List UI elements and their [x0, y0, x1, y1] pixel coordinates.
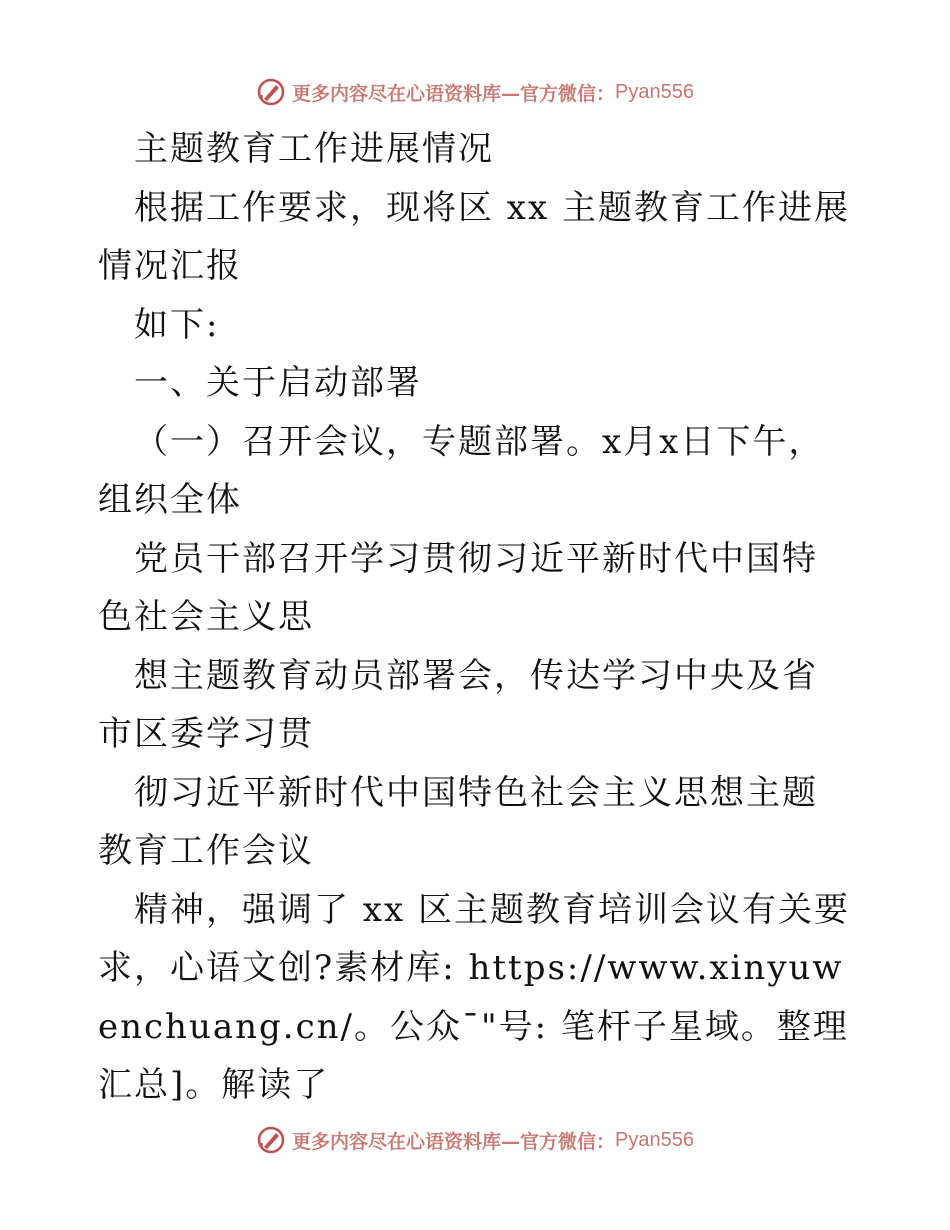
paragraph: （一）召开会议，专题部署。x月x日下午，组织全体 [98, 421, 825, 520]
footer-banner [0, 1120, 950, 1160]
banner-text: 更多内容尽在心语资料库—官方微信： [292, 1130, 616, 1153]
header-banner [0, 72, 950, 112]
paragraph: 想主题教育动员部署会，传达学习中央及省市区委学习贯 [98, 655, 818, 754]
banner-text: 更多内容尽在心语资料库—官方微信： [292, 82, 616, 105]
paragraph: 党员干部召开学习贯彻习近平新时代中国特色社会主义思 [98, 538, 818, 637]
paragraph: 彻习近平新时代中国特色社会主义思想主题教育工作会议 [98, 772, 818, 871]
paragraph: 精神，强调了 xx 区主题教育培训会议有关要求，心语文创?素材库: https://www.xinyuwenchuang.cn/。公众¯"号: 笔杆子星域。整理汇总]。解读了 [98, 889, 850, 1105]
pen-nib-logo [256, 1125, 286, 1155]
banner-account: Pyan556 [615, 80, 694, 103]
pen-nib-logo [256, 77, 286, 107]
paragraph: 根据工作要求，现将区 xx 主题教育工作进展情况汇报 [98, 187, 850, 286]
paragraph: 如下: [134, 304, 220, 345]
document-title: 主题教育工作进展情况 [134, 129, 494, 169]
banner-account: Pyan556 [615, 1128, 694, 1151]
section-heading: 一、关于启动部署 [134, 363, 422, 403]
document-body [98, 120, 850, 1115]
